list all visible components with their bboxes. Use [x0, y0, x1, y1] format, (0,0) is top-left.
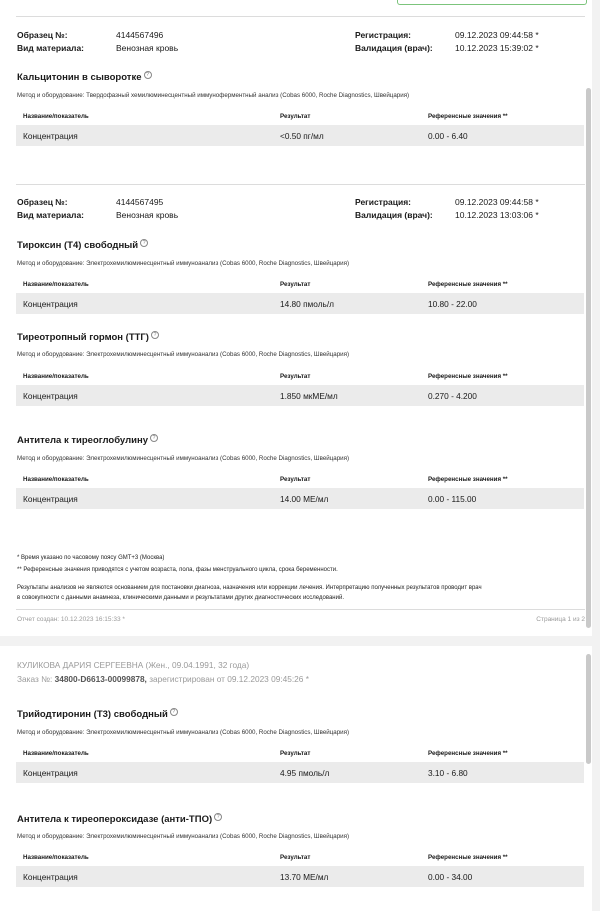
scrollbar[interactable]: [586, 654, 591, 764]
column-header-name: Название/показатель: [23, 373, 89, 380]
order-number: 34800-D6613-00099878,: [54, 674, 147, 684]
validation-label: Валидация (врач):: [355, 43, 433, 53]
sample-number-label: Образец №:: [17, 197, 68, 207]
parameter-name: Концентрация: [23, 494, 78, 504]
order-prefix: Заказ №:: [17, 674, 53, 684]
test-method: Метод и оборудование: Электрохемилюминесцентный иммуноанализ (Cobas 6000, Roche Diagnostics, Швейцария): [17, 351, 350, 358]
parameter-name: Концентрация: [23, 768, 78, 778]
report-page-2: [0, 646, 592, 911]
column-header-result: Результат: [280, 373, 311, 380]
column-header-name: Название/показатель: [23, 281, 89, 288]
test-title: Тиреотропный гормон (ТТГ) ?: [17, 332, 159, 343]
test-title: Антитела к тиреоглобулину ?: [17, 435, 158, 446]
test-method: Метод и оборудование: Электрохемилюминесцентный иммуноанализ (Cobas 6000, Roche Diagnostics, Швейцария): [17, 833, 350, 840]
registration-label: Регистрация:: [355, 197, 412, 207]
test-title: Кальцитонин в сыворотке ?: [17, 72, 152, 83]
sample-number: 4144567496: [116, 30, 164, 40]
reference-range: 0.270 - 4.200: [428, 391, 477, 401]
test-title: Тироксин (Т4) свободный ?: [17, 240, 148, 251]
patient-info: КУЛИКОВА ДАРИЯ СЕРГЕЕВНА (Жен., 09.04.1991, 32 года): [17, 660, 250, 670]
column-header-reference: Референсные значения **: [428, 750, 508, 757]
material-value: Венозная кровь: [116, 43, 179, 53]
test-method: Метод и оборудование: Электрохемилюминесцентный иммуноанализ (Cobas 6000, Roche Diagnostics, Швейцария): [17, 455, 350, 462]
parameter-name: Концентрация: [23, 391, 78, 401]
column-header-name: Название/показатель: [23, 476, 89, 483]
column-header-reference: Референсные значения **: [428, 113, 508, 120]
question-circle-icon[interactable]: ?: [170, 708, 178, 716]
result-value: 4.95 пмоль/л: [280, 768, 330, 778]
parameter-name: Концентрация: [23, 872, 78, 882]
result-value: 13.70 МЕ/мл: [280, 872, 329, 882]
top-status-box: [397, 0, 587, 5]
footnote-reference: ** Референсные значения приводятся с учетом возраста, пола, фазы менструального цикла, срока беременности.: [17, 567, 338, 573]
test-title: Антитела к тиреопероксидазе (анти-ТПО) ?: [17, 814, 222, 825]
parameter-name: Концентрация: [23, 299, 78, 309]
column-header-reference: Референсные значения **: [428, 281, 508, 288]
result-value: 14.80 пмоль/л: [280, 299, 335, 309]
question-circle-icon[interactable]: ?: [150, 434, 158, 442]
sample-number: 4144567495: [116, 197, 164, 207]
column-header-result: Результат: [280, 476, 311, 483]
column-header-reference: Референсные значения **: [428, 854, 508, 861]
registration-label: Регистрация:: [355, 30, 412, 40]
divider: [16, 609, 585, 610]
order-suffix: зарегистрирован от 09.12.2023 09:45:26 *: [149, 674, 309, 684]
validation-date: 10.12.2023 13:03:06 *: [455, 210, 539, 220]
column-header-name: Название/показатель: [23, 113, 89, 120]
reference-range: 10.80 - 22.00: [428, 299, 477, 309]
result-value: 1.850 мкМЕ/мл: [280, 391, 338, 401]
footnote-time: * Время указано по часовому поясу GMT+3 (Москва): [17, 555, 165, 561]
column-header-result: Результат: [280, 113, 311, 120]
test-method: Метод и оборудование: Твердофазный хемилюминесцентный иммуноферментный анализ (Cobas 6000, Roche Diagnostics, Швейцария): [17, 92, 410, 99]
validation-date: 10.12.2023 15:39:02 *: [455, 43, 539, 53]
reference-range: 0.00 - 115.00: [428, 494, 477, 504]
test-method: Метод и оборудование: Электрохемилюминесцентный иммуноанализ (Cobas 6000, Roche Diagnostics, Швейцария): [17, 260, 350, 267]
material-label: Вид материала:: [17, 43, 85, 53]
parameter-name: Концентрация: [23, 131, 78, 141]
result-value: 14.00 МЕ/мл: [280, 494, 329, 504]
column-header-name: Название/показатель: [23, 750, 89, 757]
divider: [16, 184, 585, 185]
material-value: Венозная кровь: [116, 210, 179, 220]
test-method: Метод и оборудование: Электрохемилюминесцентный иммуноанализ (Cobas 6000, Roche Diagnostics, Швейцария): [17, 729, 350, 736]
question-circle-icon[interactable]: ?: [144, 71, 152, 79]
question-circle-icon[interactable]: ?: [151, 331, 159, 339]
material-label: Вид материала:: [17, 210, 85, 220]
question-circle-icon[interactable]: ?: [214, 813, 222, 821]
column-header-result: Результат: [280, 750, 311, 757]
reference-range: 0.00 - 34.00: [428, 872, 473, 882]
validation-label: Валидация (врач):: [355, 210, 433, 220]
column-header-reference: Референсные значения **: [428, 476, 508, 483]
report-created: Отчет создан: 10.12.2023 16:15:33 *: [17, 616, 125, 623]
order-info: [17, 674, 309, 684]
registration-date: 09.12.2023 09:44:58 *: [455, 30, 539, 40]
reference-range: 3.10 - 6.80: [428, 768, 468, 778]
registration-date: 09.12.2023 09:44:58 *: [455, 197, 539, 207]
column-header-reference: Референсные значения **: [428, 373, 508, 380]
divider: [16, 16, 585, 17]
test-title: Трийодтиронин (Т3) свободный ?: [17, 709, 178, 720]
disclaimer-line-1: Результаты анализов не являются основанием для постановки диагноза, назначения или коррекции лечения. Интерпретацию полученных результатов проводит врач: [17, 585, 482, 591]
column-header-result: Результат: [280, 854, 311, 861]
column-header-result: Результат: [280, 281, 311, 288]
disclaimer-line-2: в совокупности с данными анамнеза, клиническими данными и результатами других диагностических исследований.: [17, 595, 344, 601]
page-counter: Страница 1 из 2: [536, 616, 585, 623]
question-circle-icon[interactable]: ?: [140, 239, 148, 247]
reference-range: 0.00 - 6.40: [428, 131, 468, 141]
column-header-name: Название/показатель: [23, 854, 89, 861]
scrollbar[interactable]: [586, 88, 591, 628]
result-value: <0.50 пг/мл: [280, 131, 324, 141]
sample-number-label: Образец №:: [17, 30, 68, 40]
